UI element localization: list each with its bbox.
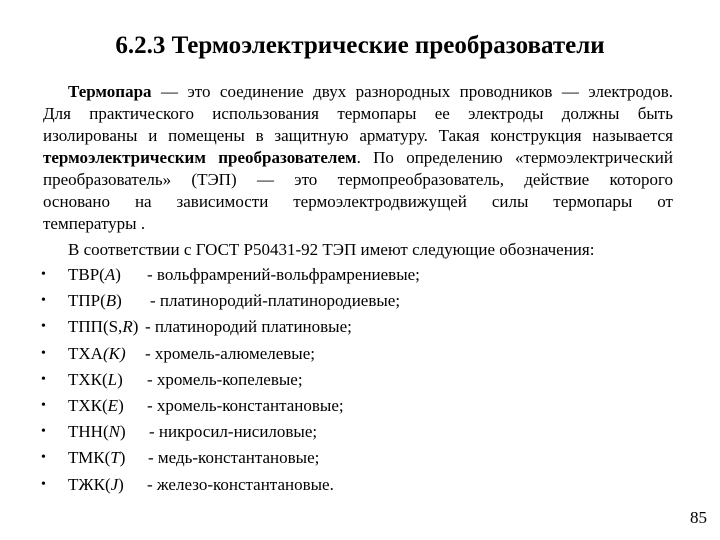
term-converter: термоэлектрическим преобразователем (43, 148, 357, 167)
type-code: ТХК(E) (68, 395, 124, 415)
intro-line (43, 147, 673, 169)
type-description: - хромель-константановые; (147, 395, 344, 415)
intro-line: Для практического использования термопары ее электроды должны быть (43, 104, 673, 123)
type-description: - платинородий платиновые; (145, 317, 352, 337)
intro-line: температуры . (43, 214, 146, 233)
type-code: ТХА(K) (68, 343, 126, 363)
intro-line: основано на зависимости термоэлектродвижущей силы термопары от (43, 192, 673, 211)
intro-line: преобразователь» (ТЭП) — это термопреобразователь, действие которого (43, 170, 673, 189)
type-description: - хромель-алюмелевые; (145, 343, 315, 363)
bullet-icon: • (41, 319, 46, 335)
type-description: - железо-константановые. (147, 474, 334, 494)
bullet-icon: • (41, 397, 46, 413)
bullet-icon: • (41, 424, 46, 440)
intro-paragraph (43, 81, 673, 235)
bullet-icon: • (41, 293, 46, 309)
term-thermocouple: Термопара (68, 82, 152, 101)
bullet-icon: • (41, 267, 46, 282)
type-description: - никросил-нисиловые; (149, 422, 318, 442)
type-code: ТМК(T) (68, 448, 126, 468)
type-description: - хромель-копелевые; (147, 369, 303, 389)
page-title: 6.2.3 Термоэлектрические преобразователи (115, 32, 605, 59)
bullet-icon: • (41, 345, 46, 361)
intro-line (43, 81, 673, 103)
bullet-icon: • (41, 476, 46, 492)
type-code: ТПР(B) (68, 291, 122, 311)
bullet-icon: • (41, 371, 46, 387)
intro-text: — это соединение двух разнородных проводников — электродов. (151, 82, 673, 101)
type-code: ТЖК(J) (68, 474, 124, 494)
bullet-icon: • (41, 450, 46, 466)
designations-lead: В соответствии с ГОСТ Р50431-92 ТЭП имеют следующие обозначения: (68, 240, 595, 259)
type-description: - медь-константановые; (148, 448, 320, 468)
type-code: ТНН(N) (68, 422, 126, 442)
type-code: ТВР(A) (68, 265, 121, 284)
type-description: - вольфрамрений-вольфрамрениевые; (147, 265, 420, 284)
type-code: ТХК(L) (68, 369, 123, 389)
type-description: - платинородий-платинородиевые; (150, 291, 401, 311)
type-code: ТПП(S,R) (68, 317, 139, 337)
intro-line: изолированы и помещены в защитную арматуру. Такая конструкция называется (43, 126, 673, 145)
intro-text: . По определению «термоэлектрический (356, 148, 674, 167)
page-number: 85 (690, 508, 707, 527)
